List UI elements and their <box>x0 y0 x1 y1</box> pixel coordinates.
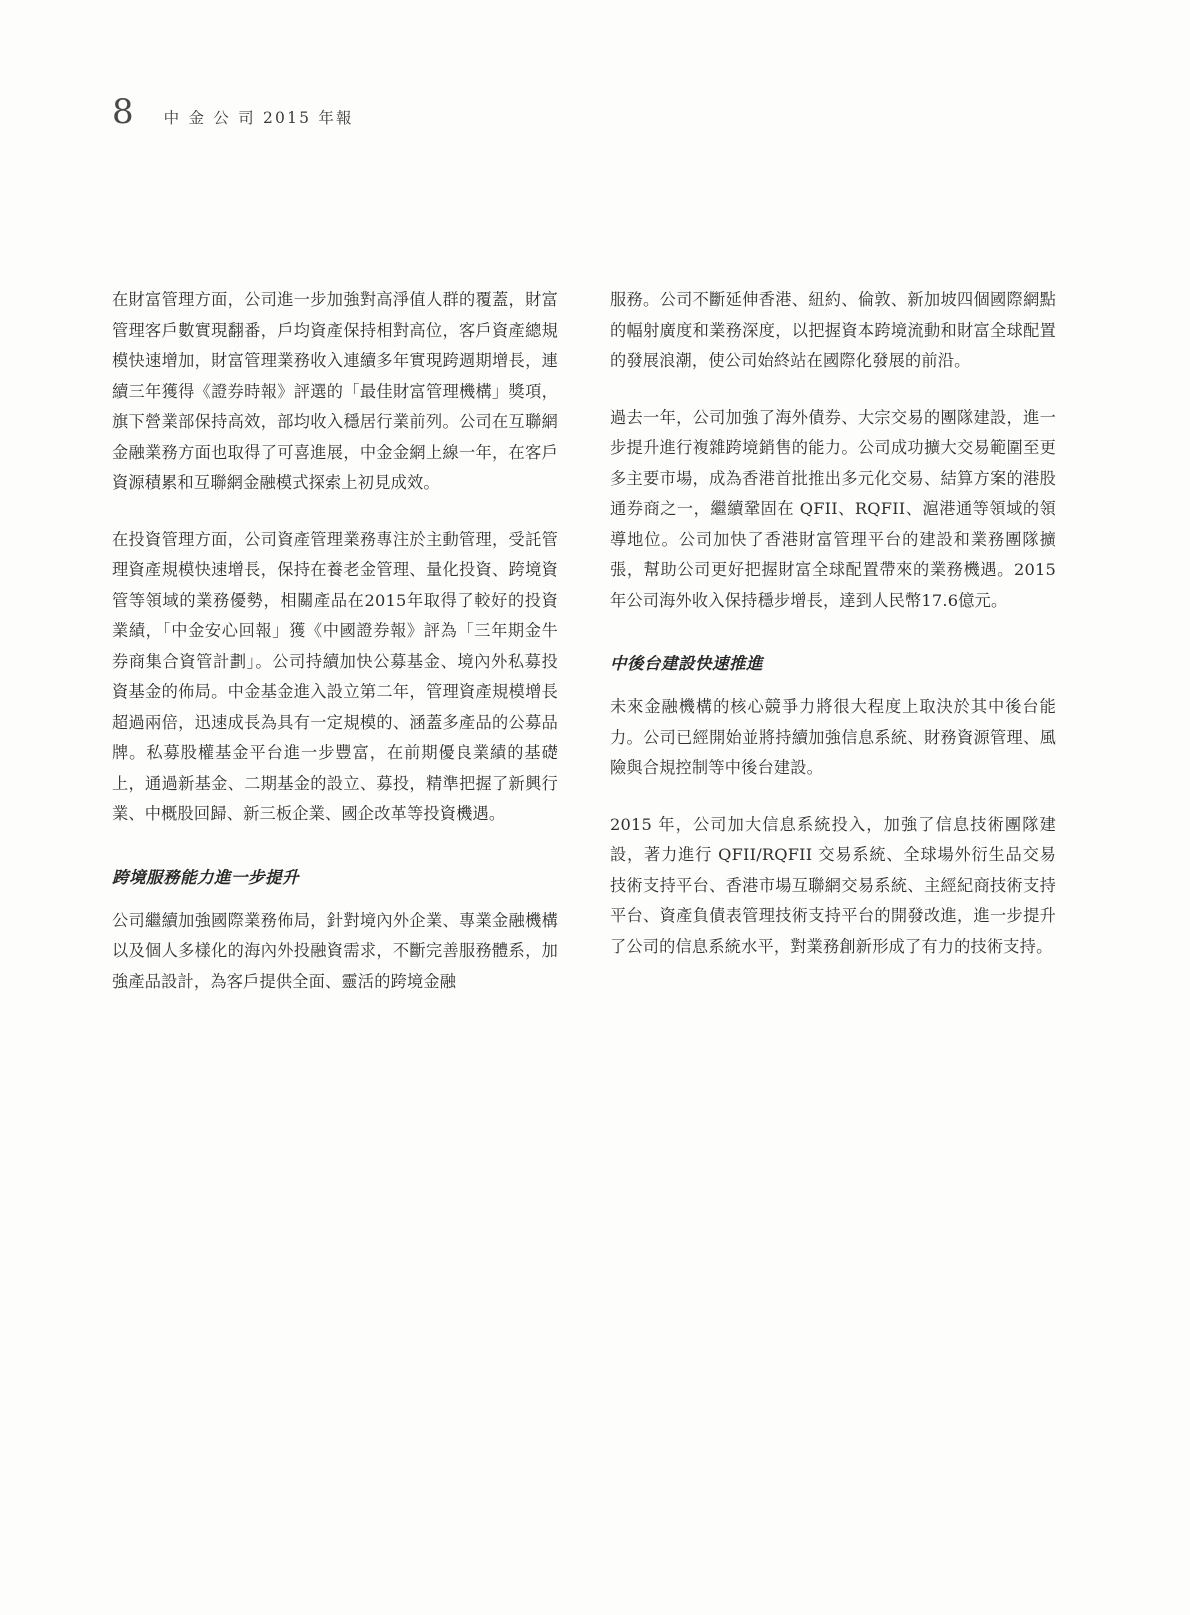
header-title: 中 金 公 司 2015 年報 <box>163 109 354 127</box>
section-heading: 跨境服務能力進一步提升 <box>112 867 299 887</box>
paragraph: 服務。公司不斷延伸香港、紐約、倫敦、新加坡四個國際網點的幅射廣度和業務深度，以把握資本跨境流動和財富全球配置的發展浪潮，使公司始終站在國際化發展的前沿。 <box>610 290 1056 370</box>
paragraph: 2015 年，公司加大信息系統投入，加強了信息技術團隊建設，著力進行 QFII/RQFII 交易系統、全球場外衍生品交易技術支持平台、香港市場互聯網交易系統、主經紀商技術支持平台、資產負債表管理技術支持平台的開發改進，進一步提升了公司的信息系統水平，對業務創新形成了有力的技術支持。 <box>610 814 1056 956</box>
page-header <box>112 92 354 132</box>
right-column <box>610 285 1056 997</box>
paragraph: 在投資管理方面，公司資產管理業務專注於主動管理，受託管理資產規模快速增長，保持在養老金管理、量化投資、跨境資管等領域的業務優勢，相關產品在2015年取得了較好的投資業績，「中金安心回報」獲《中國證券報》評為「三年期金牛券商集合資管計劃」。公司持續加快公募基金、境內外私募投資基金的佈局。中金基金進入設立第二年，管理資產規模增長超過兩倍，迅速成長為具有一定規模的、涵蓋多產品的公募品牌。私募股權基金平台進一步豐富，在前期優良業績的基礎上，通過新基金、二期基金的設立、募投，精準把握了新興行業、中概股回歸、新三板企業、國企改革等投資機遇。 <box>112 529 558 823</box>
section-heading: 中後台建設快速推進 <box>610 654 763 673</box>
page-number: 8 <box>112 92 134 132</box>
paragraph: 公司繼續加強國際業務佈局，針對境內外企業、專業金融機構以及個人多樣化的海內外投融資需求，不斷完善服務體系，加強產品設計，為客戶提供全面、靈活的跨境金融 <box>112 910 558 991</box>
paragraph: 過去一年，公司加強了海外債券、大宗交易的團隊建設，進一步提升進行複雜跨境銷售的能力。公司成功擴大交易範圍至更多主要市場，成為香港首批推出多元化交易、結算方案的港股通券商之一，繼續鞏固在 QFII、RQFII、滬港通等領域的領導地位。公司加快了香港財富管理平台的建設和業務團隊擴張，幫助公司更好把握財富全球配置帶來的業務機遇。2015 年公司海外收入保持穩步增長，達到人民幣17.6億元。 <box>610 407 1056 610</box>
paragraph: 在財富管理方面，公司進一步加強對高淨值人群的覆蓋，財富管理客戶數實現翻番，戶均資產保持相對高位，客戶資產總規模快速增加，財富管理業務收入連續多年實現跨週期增長，連續三年獲得《證券時報》評選的「最佳財富管理機構」獎項，旗下營業部保持高效，部均收入穩居行業前列。公司在互聯網金融業務方面也取得了可喜進展，中金金網上線一年，在客戶資源積累和互聯網金融模式探索上初見成效。 <box>112 290 558 492</box>
two-column-body <box>112 285 1056 997</box>
left-column <box>112 285 558 997</box>
paragraph: 未來金融機構的核心競爭力將很大程度上取決於其中後台能力。公司已經開始並將持續加強信息系統、財務資源管理、風險與合規控制等中後台建設。 <box>610 697 1056 777</box>
